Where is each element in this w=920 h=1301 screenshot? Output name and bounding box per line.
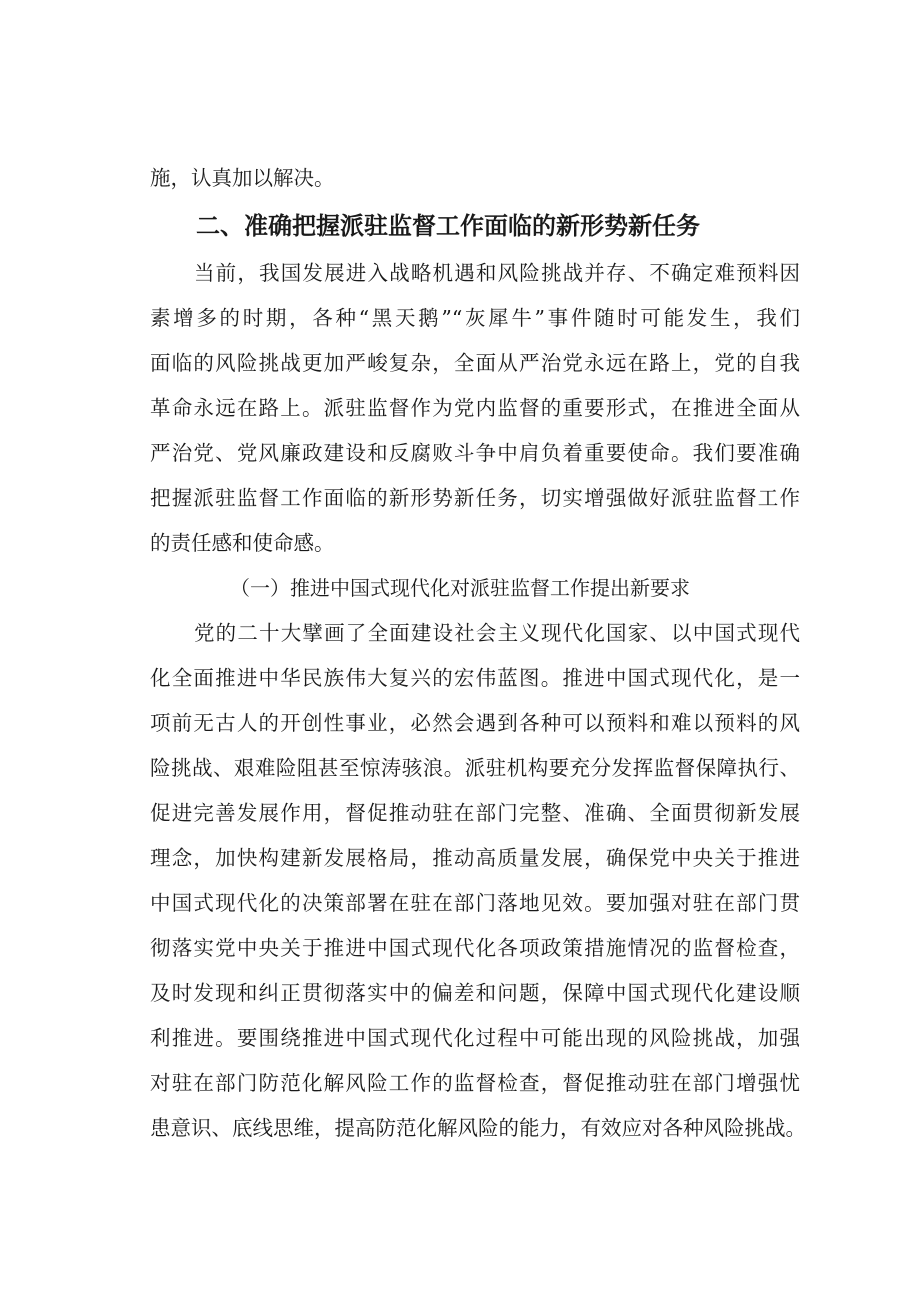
paragraph-line: 党的二十大擘画了全面建设社会主义现代化国家、以中国式现代 bbox=[194, 621, 800, 645]
paragraph-line: 理念，加快构建新发展格局，推动高质量发展，确保党中央关于推进 bbox=[150, 846, 800, 870]
paragraph-line: 促进完善发展作用，督促推动驻在部门完整、准确、全面贯彻新发展 bbox=[150, 801, 800, 825]
paragraph-2 bbox=[150, 611, 806, 1151]
paragraph-line: 把握派驻监督工作面临的新形势新任务，切实增强做好派驻监督工作 bbox=[150, 486, 800, 510]
paragraph-line: 严治党、党风廉政建设和反腐败斗争中肩负着重要使命。我们要准确 bbox=[150, 441, 800, 465]
paragraph-line: 及时发现和纠正贯彻落实中的偏差和问题，保障中国式现代化建设顺 bbox=[150, 981, 800, 1005]
subsection-heading: （一）推进中国式现代化对派驻监督工作提出新要求 bbox=[230, 576, 690, 600]
continuation-line: 施，认真加以解决。 bbox=[150, 166, 335, 190]
paragraph-line: 化全面推进中华民族伟大复兴的宏伟蓝图。推进中国式现代化，是一 bbox=[150, 666, 800, 690]
paragraph-line: 患意识、底线思维，提高防范化解风险的能力，有效应对各种风险挑战。 bbox=[150, 1116, 806, 1140]
paragraph-1 bbox=[150, 251, 800, 566]
paragraph-line: 素增多的时期，各种“黑天鹅”“灰犀牛”事件随时可能发生，我们 bbox=[150, 306, 800, 330]
paragraph-line: 对驻在部门防范化解风险工作的监督检查，督促推动驻在部门增强忧 bbox=[150, 1071, 800, 1095]
paragraph-line: 的责任感和使命感。 bbox=[150, 531, 335, 555]
section-heading: 二、准确把握派驻监督工作面临的新形势新任务 bbox=[196, 212, 700, 240]
paragraph-line: 利推进。要围绕推进中国式现代化过程中可能出现的风险挑战，加强 bbox=[150, 1026, 800, 1050]
paragraph-line: 彻落实党中央关于推进中国式现代化各项政策措施情况的监督检查， bbox=[150, 936, 800, 960]
paragraph-line: 中国式现代化的决策部署在驻在部门落地见效。要加强对驻在部门贯 bbox=[150, 891, 800, 915]
paragraph-line: 项前无古人的开创性事业，必然会遇到各种可以预料和难以预料的风 bbox=[150, 711, 800, 735]
paragraph-line: 革命永远在路上。派驻监督作为党内监督的重要形式，在推进全面从 bbox=[150, 396, 800, 420]
document-body bbox=[150, 156, 806, 1151]
paragraph-line: 当前，我国发展进入战略机遇和风险挑战并存、不确定难预料因 bbox=[194, 261, 800, 285]
paragraph-line: 面临的风险挑战更加严峻复杂，全面从严治党永远在路上，党的自我 bbox=[150, 351, 800, 375]
paragraph-line: 险挑战、艰难险阻甚至惊涛骇浪。派驻机构要充分发挥监督保障执行、 bbox=[150, 756, 800, 780]
